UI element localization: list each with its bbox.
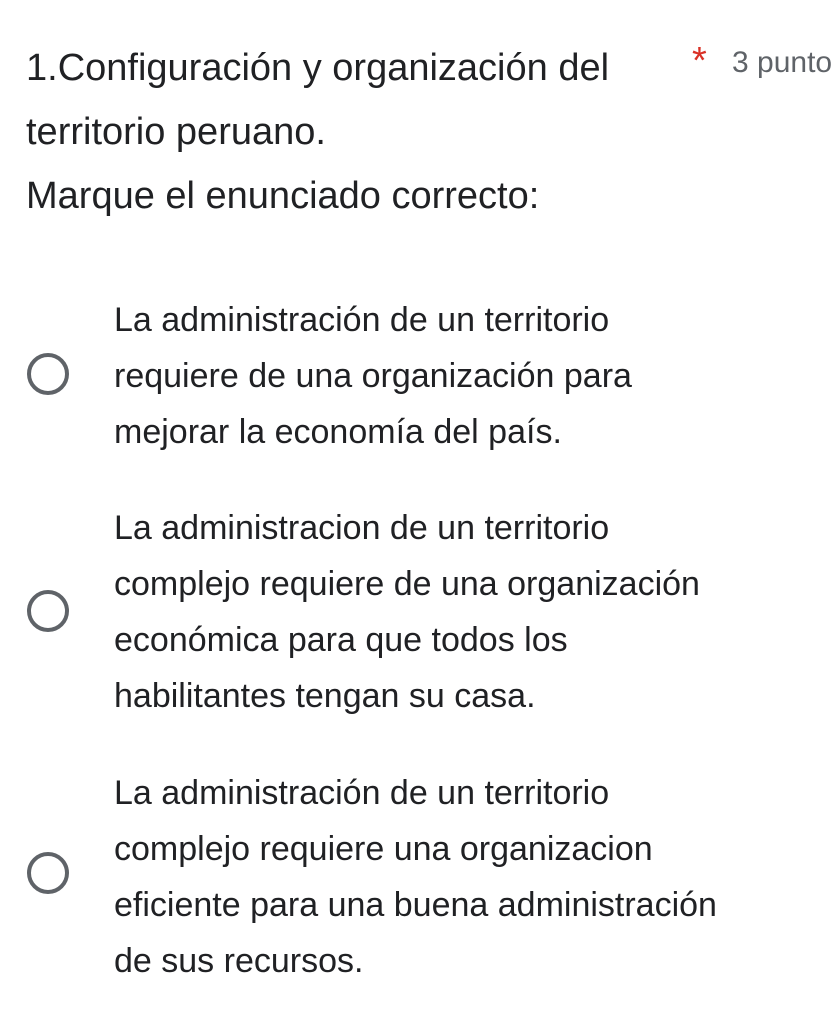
radio-button-icon[interactable] bbox=[27, 852, 69, 894]
option-label: La administracion de un territorio complejo requiere de una organización económica para que todos los habilitantes tengan su casa. bbox=[114, 509, 700, 715]
option-1[interactable] bbox=[0, 292, 838, 460]
question-title: 1.Configuración y organización del territorio peruano. bbox=[26, 47, 610, 153]
option-label: La administración de un territorio complejo requiere una organizacion eficiente para una buena administración de sus recursos. bbox=[114, 774, 717, 980]
required-asterisk: * bbox=[692, 40, 707, 82]
radio-button-icon[interactable] bbox=[27, 590, 69, 632]
question-instruction: Marque el enunciado correcto: bbox=[26, 175, 540, 217]
option-3[interactable] bbox=[0, 765, 838, 989]
option-label: La administración de un territorio requiere de una organización para mejorar la economía del país. bbox=[114, 301, 632, 451]
points-label: 3 punto bbox=[732, 46, 833, 79]
radio-button-icon[interactable] bbox=[27, 353, 69, 395]
option-2[interactable] bbox=[0, 500, 838, 724]
